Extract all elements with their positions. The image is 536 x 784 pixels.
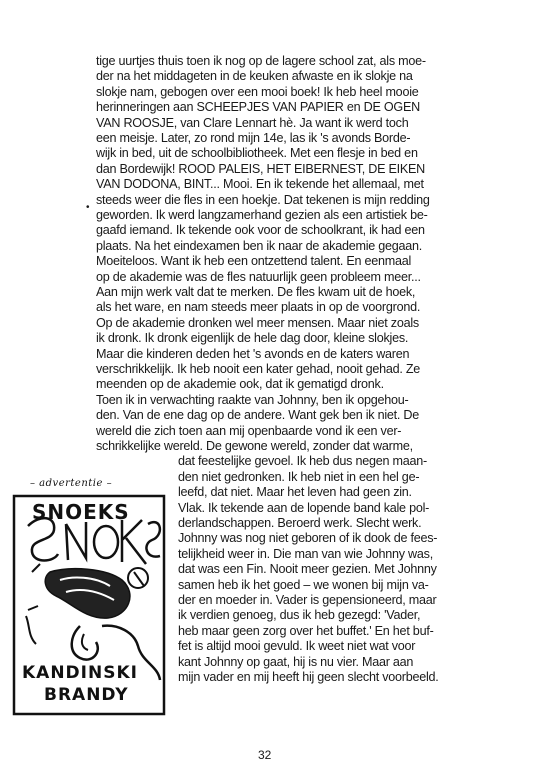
text-line: verschrikkelijk. Ik heb nooit een kater gehad, nooit gehad. Ze (96, 362, 421, 376)
text-line-wrapped: dat feestelijke gevoel. Ik heb dus negen maan- (178, 454, 427, 469)
text-line: steeds weer die fles in een hoekje. Dat tekenen is mijn redding (96, 192, 430, 207)
text-line: tige uurtjes thuis toen ik nog op de lagere school zat, als moe- (96, 54, 426, 68)
text-line-wrapped: der en moeder in. Vader is gepensioneerd, maar (178, 593, 437, 607)
text-line: slokje nam, gebogen over een mooi boek! Ik heb heel mooie (96, 84, 419, 99)
page-number: 32 (258, 748, 272, 762)
text-line: VAN DODONA, BINT... Mooi. En ik tekende het allemaal, met (96, 177, 424, 192)
margin-mark: • (86, 202, 90, 213)
text-line-wrapped: fet is altijd mooi gevuld. Ik weet niet wat voor (178, 639, 416, 654)
text-line: herinneringen aan SCHEEPJES VAN PAPIER en DE OGEN (96, 100, 420, 115)
text-line: dan Bordewijk! ROOD PALEIS, HET EIBERNEST, DE EIKEN (96, 161, 426, 176)
text-line-wrapped: derlandschappen. Beroerd werk. Slecht werk. (178, 516, 422, 530)
text-line: Aan mijn werk valt dat te merken. De fles kwam uit de hoek, (96, 285, 416, 299)
text-line: een meisje. Later, zo rond mijn 14e, las ik 's avonds Borde- (96, 131, 411, 145)
text-line: Moeiteloos. Want ik heb een ontzettend talent. En eenmaal (96, 254, 412, 269)
text-line-wrapped: leefd, dat niet. Maar het leven had geen zin. (178, 485, 412, 500)
text-line-wrapped: Johnny was nog niet geboren of ik dook de fees- (178, 531, 438, 546)
illustration-caption: – advertentie – (30, 478, 113, 489)
text-line: wijk in bed, uit de schoolbibliotheek. Met een flesje in bed en (96, 146, 418, 161)
text-line: schrikkelijke wereld. De gewone wereld, zonder dat warme, (96, 439, 413, 453)
text-line: ik dronk. Ik dronk eigenlijk de hele dag door, kleine slokjes. (96, 331, 409, 346)
logo-brandy: BRANDY (44, 685, 129, 705)
text-line-wrapped: Vlak. Ik tekende aan de lopende band kale pol- (178, 500, 430, 515)
text-line: geworden. Ik werd langzamerhand gezien als een artistiek be- (96, 208, 428, 222)
text-line: der na het middageten in de keuken afwaste en ik slokje na (96, 69, 413, 84)
text-line: meenden op de akademie ook, dat ik gematigd dronk. (96, 377, 384, 392)
text-line: op de akademie was de fles natuurlijk geen probleem meer... (96, 269, 421, 284)
text-line: Op de akademie dronken wel meer mensen. Maar niet zoals (96, 315, 419, 330)
text-line-wrapped: telijkheid weer in. Die man van wie Johnny was, (178, 546, 433, 561)
text-line: gaafd iemand. Ik tekende ook voor de schoolkrant, ik had een (96, 223, 425, 238)
text-line-wrapped: heb maar geen zorg over het buffet.' En het buf- (178, 623, 434, 638)
text-line: VAN ROOSJE, van Clare Lennart hè. Ja want ik werd toch (96, 115, 409, 130)
text-line: plaats. Na het eindexamen ben ik naar de akademie gegaan. (96, 238, 423, 253)
logo-snoeks: SNOEKS (32, 500, 130, 524)
text-line-wrapped: mijn vader en mij heeft hij geen slecht voorbeeld. (178, 670, 439, 684)
text-line-wrapped: ik verdien genoeg, dus ik heb gezegd: 'Vader, (178, 608, 421, 623)
text-line: den. Van de ene dag op de andere. Want gek ben ik niet. De (96, 408, 419, 423)
logo-kandinski: KANDINSKI (22, 663, 138, 683)
text-line: Toen ik in verwachting raakte van Johnny, ben ik opgehou- (96, 392, 409, 407)
text-line-wrapped: samen heb ik het goed – we wonen bij mijn va- (178, 577, 429, 592)
text-line: als het ware, en nam steeds meer plaats in op de voorgrond. (96, 300, 421, 315)
text-line: Maar die kinderen deden het 's avonds en de katers waren (96, 346, 410, 361)
text-line: wereld die zich toen aan mij openbaarde vond ik een ver- (96, 423, 402, 438)
text-line-wrapped: kant Johnny op gaat, hij is nu vier. Maar aan (178, 654, 414, 669)
text-line-wrapped: dat was een Fin. Nooit meer gezien. Met Johnny (178, 562, 437, 577)
text-line-wrapped: den niet gedronken. Ik heb niet in een hel ge- (178, 469, 420, 484)
